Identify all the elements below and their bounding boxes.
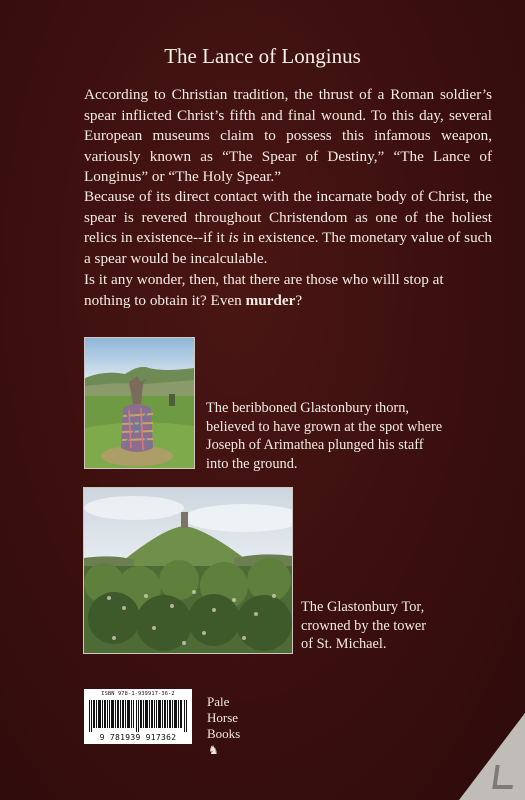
- tor-image: [84, 488, 292, 653]
- publisher-line-3: Books ♞: [207, 726, 267, 758]
- tor-photo: [83, 487, 293, 654]
- publisher-line-1: Pale: [207, 694, 230, 709]
- publisher-line-2: Horse: [207, 710, 239, 725]
- paragraph-intro: According to Christian tradition, the thrust of a Roman soldier’s spear inflicted Christ’s fifth and final wound. To this day, several European museums claim to possess this infamous weapon, variously known as “The Spear of Destiny,” “The Lance of Longinus” or “The Holy Spear.”: [84, 86, 492, 185]
- cover-title: The Lance of Longinus: [164, 44, 361, 68]
- thorn-image: [85, 338, 194, 468]
- barcode-digits: 9 781939 917362: [99, 733, 177, 742]
- isbn-barcode: [84, 689, 192, 744]
- horse-icon: ♞: [208, 743, 219, 757]
- corner-logo-icon: [492, 765, 515, 789]
- paragraph-question: Is it any wonder, then, that there are those who willl stop at nothing to obtain it? Even murder?: [84, 271, 444, 309]
- paragraph-relic: Because of its direct contact with the incarnate body of Christ, the spear is revered throughout Christendom as one of the holiest relics in existence--if it is in existence. The monetary value of such a spear would be incalculable.: [84, 188, 492, 267]
- isbn-label: ISBN 978-1-939917-36-2: [101, 691, 175, 697]
- publisher-logo: [207, 694, 267, 758]
- barcode-bars: [89, 700, 187, 732]
- thorn-photo: [84, 337, 195, 469]
- thorn-caption: The beribboned Glastonbury thorn, believed to have grown at the spot where Joseph of Arimathea plunged his staff into the ground.: [206, 400, 443, 472]
- tor-caption: The Glastonbury Tor, crowned by the tower of St. Michael.: [301, 599, 427, 652]
